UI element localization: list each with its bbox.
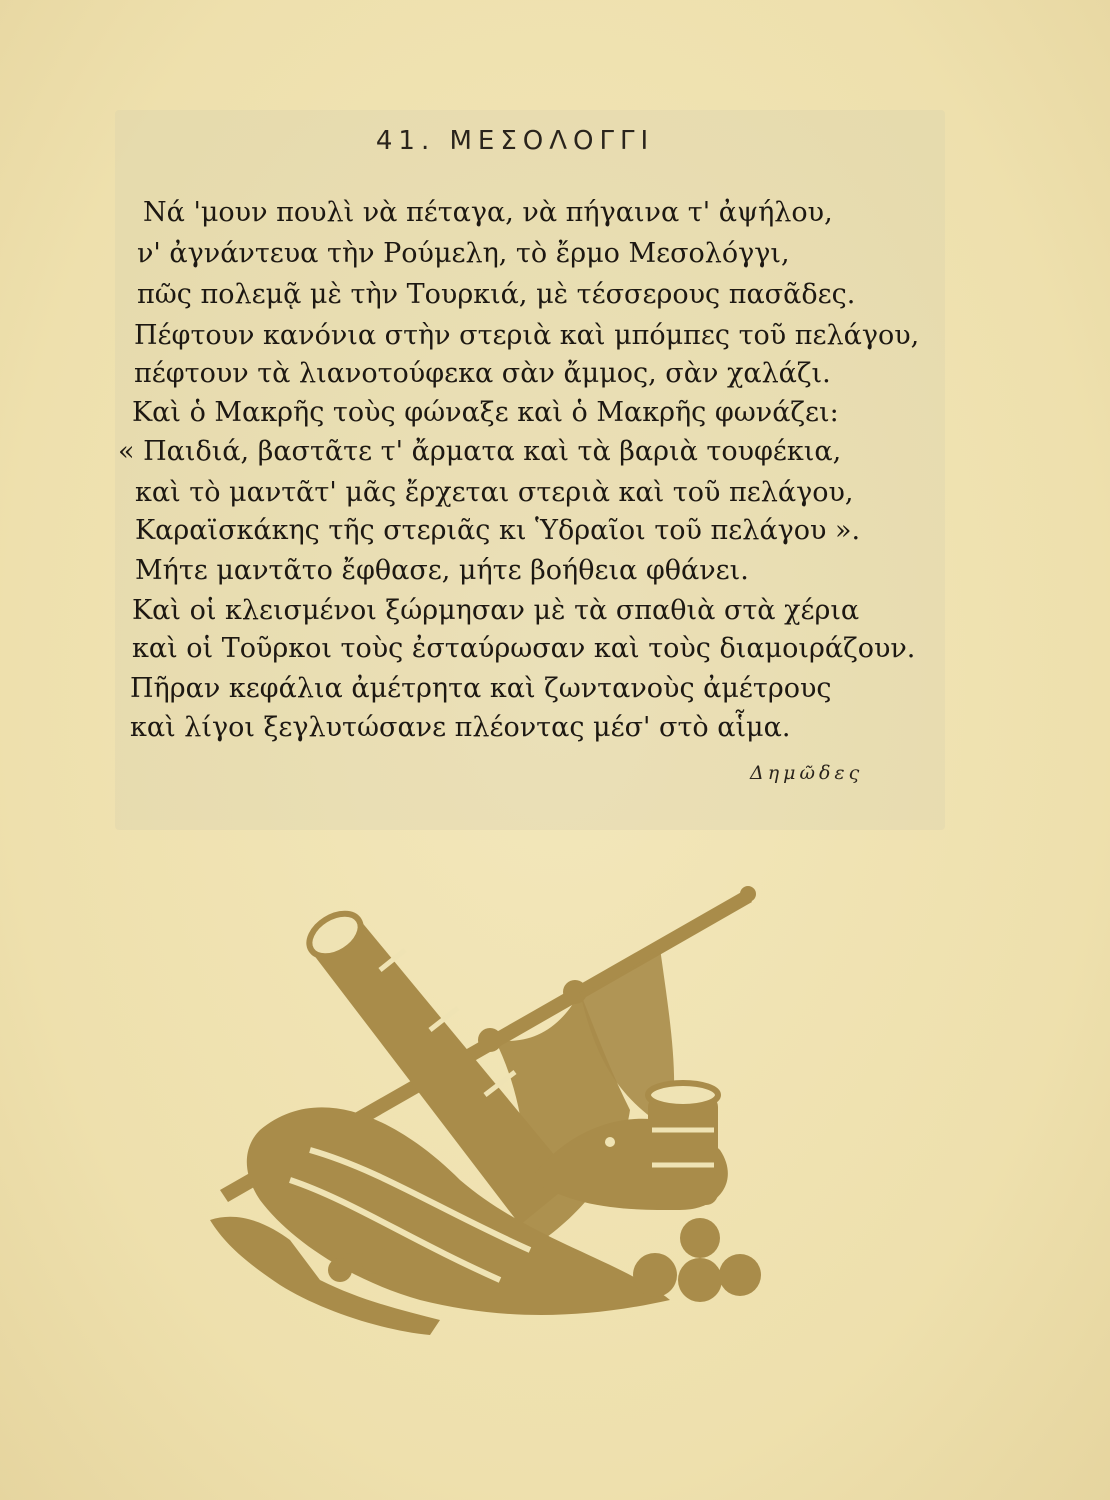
cannonball-icon bbox=[719, 1254, 761, 1296]
poem-line: ν' ἀγνάντευα τὴν Ρούμελη, τὸ ἔρμο Μεσολόγγι, bbox=[137, 238, 790, 269]
poem-line: Νά 'μουν πουλὶ νὰ πέταγα, νὰ πήγαινα τ' ἀψήλου, bbox=[143, 197, 833, 228]
poem-line: « Παιδιά, βαστᾶτε τ' ἄρματα καὶ τὰ βαριὰ τουφέκια, bbox=[118, 436, 842, 467]
cannonball-icon bbox=[633, 1253, 677, 1297]
woodcut-illustration bbox=[200, 880, 920, 1350]
poem-line: Καὶ οἱ κλεισμένοι ξώρμησαν μὲ τὰ σπαθιὰ στὰ χέρια bbox=[132, 595, 860, 626]
cannonball-icon bbox=[678, 1258, 722, 1302]
poem-line: καὶ οἱ Τοῦρκοι τοὺς ἐσταύρωσαν καὶ τοὺς διαμοιράζουν. bbox=[132, 633, 916, 664]
poem-line: Μήτε μαντᾶτο ἔφθασε, μήτε βοήθεια φθάνει. bbox=[135, 555, 749, 586]
poem-line: Πέφτουν κανόνια στὴν στεριὰ καὶ μπόμπες τοῦ πελάγου, bbox=[134, 320, 920, 351]
pole-finial bbox=[740, 886, 756, 902]
page-title: 41. ΜΕΣΟΛΟΓΓΙ bbox=[375, 126, 655, 156]
barrel-icon bbox=[648, 1095, 718, 1205]
poem-line: πῶς πολεμᾷ μὲ τὴν Τουρκιά, μὲ τέσσερους πασᾶδες. bbox=[137, 279, 856, 310]
poem-line: καὶ τὸ μαντᾶτ' μᾶς ἔρχεται στεριὰ καὶ τοῦ πελάγου, bbox=[135, 477, 854, 508]
poem-line: καὶ λίγοι ξεγλυτώσανε πλέοντας μέσ' στὸ αἷμα. bbox=[130, 712, 791, 743]
pole-joint bbox=[478, 1028, 502, 1052]
cannonball-icon bbox=[680, 1218, 720, 1258]
attribution: Δημῶδες bbox=[750, 762, 864, 784]
poem-line: Καὶ ὁ Μακρῆς τοὺς φώναξε καὶ ὁ Μακρῆς φωνάζει: bbox=[132, 397, 839, 428]
poem-line: πέφτουν τὰ λιανοτούφεκα σὰν ἄμμος, σὰν χαλάζι. bbox=[134, 358, 831, 389]
poem-line: Πῆραν κεφάλια ἀμέτρητα καὶ ζωντανοὺς ἀμέτρους bbox=[130, 673, 832, 704]
poem-line: Καραϊσκάκης τῆς στεριᾶς κι Ὑδραῖοι τοῦ πελάγου ». bbox=[135, 515, 861, 546]
